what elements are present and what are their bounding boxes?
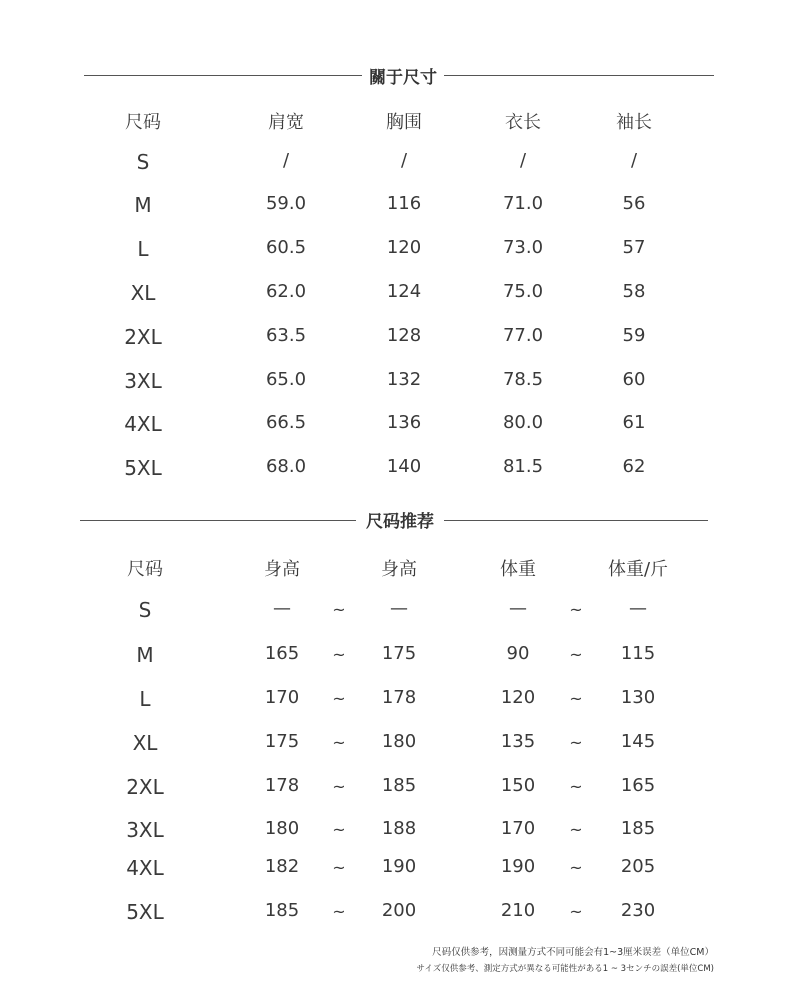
chest-value: 124 (386, 281, 422, 302)
size-label: S (138, 598, 152, 622)
chest-value: 136 (386, 412, 422, 433)
sleeve-value: 58 (622, 281, 646, 302)
chest-value: 132 (386, 369, 422, 390)
height-min-value: 178 (264, 775, 300, 796)
height-min-value: 175 (264, 731, 300, 752)
title-rule-right (444, 520, 708, 521)
header-height-min: 身高 (264, 559, 300, 580)
size-label: 4XL (126, 856, 164, 880)
header-size: 尺码 (127, 559, 163, 580)
section-title-size-recommendation: 尺码推荐 (364, 507, 436, 532)
header-height-max: 身高 (381, 559, 417, 580)
footnote-japanese: サイズ仅供参考、測定方式が異なる可能性がある1 ~ 3センチの誤差(単位CM) (416, 964, 714, 974)
height-max-value: — (390, 598, 408, 619)
shoulder-value: 59.0 (265, 193, 307, 214)
sleeve-value: / (630, 150, 638, 171)
weight-max-value: 205 (620, 856, 656, 877)
height-range-tilde: ~ (332, 600, 346, 619)
shoulder-value: / (282, 150, 290, 171)
height-range-tilde: ~ (332, 902, 346, 921)
weight-max-value: 185 (620, 818, 656, 839)
length-value: 78.5 (502, 369, 544, 390)
sleeve-value: 59 (622, 325, 646, 346)
size-label: 5XL (124, 456, 162, 480)
height-max-value: 188 (381, 818, 417, 839)
header-weight-max-jin: 体重/斤 (607, 559, 669, 580)
shoulder-value: 60.5 (265, 237, 307, 258)
height-range-tilde: ~ (332, 820, 346, 839)
size-label: L (139, 687, 151, 711)
title-rule-left (80, 520, 356, 521)
header-weight-min: 体重 (500, 559, 536, 580)
chest-value: 140 (386, 456, 422, 477)
height-range-tilde: ~ (332, 777, 346, 796)
weight-range-tilde: ~ (569, 820, 583, 839)
size-label: XL (130, 281, 156, 305)
header-chest: 胸围 (386, 112, 422, 133)
height-max-value: 175 (381, 643, 417, 664)
weight-range-tilde: ~ (569, 858, 583, 877)
weight-range-tilde: ~ (569, 600, 583, 619)
weight-max-value: — (629, 598, 647, 619)
height-range-tilde: ~ (332, 689, 346, 708)
weight-min-value: 90 (506, 643, 530, 664)
weight-max-value: 145 (620, 731, 656, 752)
weight-min-value: 210 (500, 900, 536, 921)
shoulder-value: 68.0 (265, 456, 307, 477)
sleeve-value: 60 (622, 369, 646, 390)
size-label: 2XL (126, 775, 164, 799)
height-max-value: 178 (381, 687, 417, 708)
height-range-tilde: ~ (332, 733, 346, 752)
weight-max-value: 115 (620, 643, 656, 664)
shoulder-value: 65.0 (265, 369, 307, 390)
shoulder-value: 63.5 (265, 325, 307, 346)
length-value: / (519, 150, 527, 171)
section-title-about-size: 關于尺寸 (367, 63, 439, 88)
weight-min-value: — (509, 598, 527, 619)
weight-max-value: 130 (620, 687, 656, 708)
height-max-value: 185 (381, 775, 417, 796)
sleeve-value: 61 (622, 412, 646, 433)
header-size: 尺码 (125, 112, 161, 133)
chest-value: / (400, 150, 408, 171)
height-min-value: 180 (264, 818, 300, 839)
size-label: 5XL (126, 900, 164, 924)
footnote-chinese: 尺码仅供参考，因测量方式不同可能会有1~3厘米误差（单位CM） (432, 947, 714, 958)
size-label: L (137, 237, 149, 261)
header-shoulder-width: 肩宽 (268, 112, 304, 133)
weight-min-value: 135 (500, 731, 536, 752)
length-value: 71.0 (502, 193, 544, 214)
weight-min-value: 120 (500, 687, 536, 708)
weight-range-tilde: ~ (569, 777, 583, 796)
height-max-value: 190 (381, 856, 417, 877)
sleeve-value: 62 (622, 456, 646, 477)
weight-range-tilde: ~ (569, 733, 583, 752)
length-value: 81.5 (502, 456, 544, 477)
length-value: 80.0 (502, 412, 544, 433)
height-min-value: — (273, 598, 291, 619)
height-range-tilde: ~ (332, 645, 346, 664)
weight-min-value: 150 (500, 775, 536, 796)
shoulder-value: 66.5 (265, 412, 307, 433)
size-label: M (136, 643, 154, 667)
header-sleeve-length: 袖长 (616, 112, 652, 133)
size-label: 2XL (124, 325, 162, 349)
weight-min-value: 190 (500, 856, 536, 877)
weight-min-value: 170 (500, 818, 536, 839)
weight-range-tilde: ~ (569, 902, 583, 921)
size-label: 4XL (124, 412, 162, 436)
chest-value: 120 (386, 237, 422, 258)
weight-max-value: 230 (620, 900, 656, 921)
length-value: 73.0 (502, 237, 544, 258)
length-value: 75.0 (502, 281, 544, 302)
sleeve-value: 56 (622, 193, 646, 214)
size-label: 3XL (126, 818, 164, 842)
weight-range-tilde: ~ (569, 645, 583, 664)
chest-value: 128 (386, 325, 422, 346)
length-value: 77.0 (502, 325, 544, 346)
height-min-value: 185 (264, 900, 300, 921)
height-min-value: 165 (264, 643, 300, 664)
height-min-value: 182 (264, 856, 300, 877)
height-range-tilde: ~ (332, 858, 346, 877)
chest-value: 116 (386, 193, 422, 214)
size-label: S (136, 150, 150, 174)
header-length: 衣长 (505, 112, 541, 133)
sleeve-value: 57 (622, 237, 646, 258)
shoulder-value: 62.0 (265, 281, 307, 302)
height-min-value: 170 (264, 687, 300, 708)
weight-max-value: 165 (620, 775, 656, 796)
size-label: 3XL (124, 369, 162, 393)
title-rule-right (444, 75, 714, 76)
size-label: XL (132, 731, 158, 755)
title-rule-left (84, 75, 362, 76)
height-max-value: 180 (381, 731, 417, 752)
weight-range-tilde: ~ (569, 689, 583, 708)
height-max-value: 200 (381, 900, 417, 921)
size-label: M (134, 193, 152, 217)
